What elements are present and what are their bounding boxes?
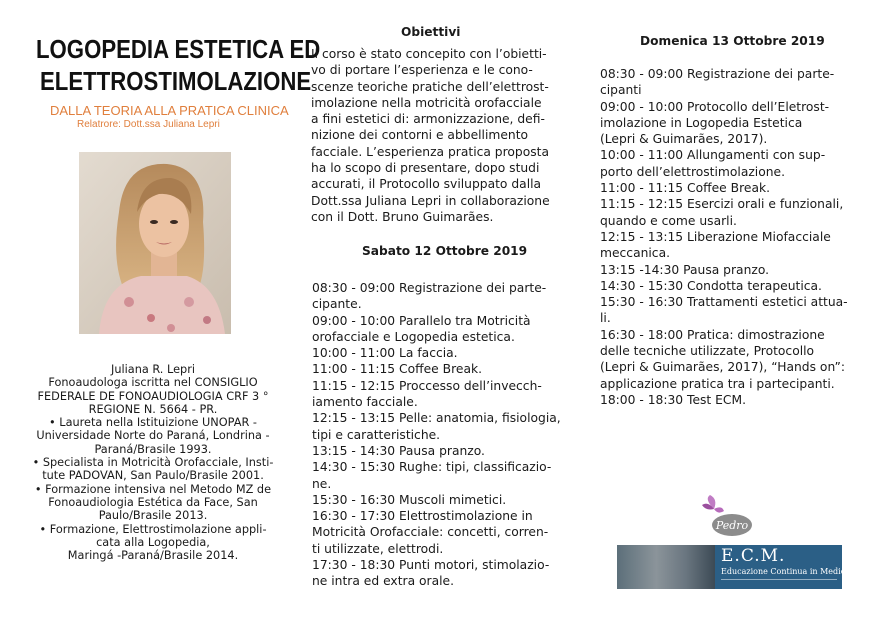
sunday-schedule-line: 12:15 - 13:15 Liberazione Miofacciale: [600, 229, 831, 244]
bio-line: Juliana R. Lepri: [111, 363, 195, 376]
ecm-logo-rule: [721, 579, 837, 584]
saturday-schedule-line: 13:15 - 14:30 Pausa pranzo.: [312, 443, 485, 458]
objectives-line: vo di portare l’esperienza e le cono-: [311, 63, 533, 78]
ecm-logo-photo: [617, 545, 715, 589]
saturday-schedule-line: ti utilizzate, elettrodi.: [312, 541, 444, 556]
objectives-text: [311, 46, 550, 225]
bio-line: • Formazione, Elettrostimolazione appli-: [39, 522, 267, 536]
sunday-schedule-line: (Lepri & Guimarães, 2017).: [600, 132, 768, 147]
objectives-line: a fini estetici di: armonizzazione, defi-: [311, 112, 545, 127]
sunday-schedule-line: 09:00 - 10:00 Protocollo dell’Eletrost-: [600, 99, 830, 114]
objectives-line: scenze teoriche pratiche dell’elettrost-: [311, 79, 549, 94]
sunday-schedule-line: 15:30 - 16:30 Trattamenti estetici attua-: [600, 295, 848, 310]
sunday-schedule-line: 08:30 - 09:00 Registrazione dei parte-: [600, 67, 835, 81]
saturday-schedule-line: cipante.: [312, 297, 362, 312]
sunday-schedule-line: 11:15 - 12:15 Esercizi orali e funzionali,: [600, 197, 844, 212]
saturday-schedule-line: 15:30 - 16:30 Muscoli mimetici.: [312, 492, 507, 507]
bio-line: • Specialista in Motricità Orofacciale, Insti-: [32, 456, 274, 470]
speaker-photo: [79, 152, 231, 334]
objectives-line: ha lo scopo di presentare, dopo studi: [311, 161, 540, 176]
objectives-line: con il Dott. Bruno Guimarães.: [311, 209, 494, 224]
ecm-logo-title: E.C.M.: [721, 546, 786, 566]
objectives-line: accurati, il Protocollo sviluppato dalla: [311, 177, 542, 192]
sunday-schedule-line: 18:00 - 18:30 Test ECM.: [600, 392, 747, 407]
sunday-schedule-line: applicazione pratica tra i partecipanti.: [600, 376, 835, 391]
speaker-label: Relatrore: Dott.ssa Juliana Lepri: [77, 119, 220, 130]
sunday-schedule-line: porto dell’elettrostimolazione.: [600, 164, 786, 179]
saturday-schedule-line: 11:15 - 12:15 Proccesso dell’invecch-: [312, 378, 542, 393]
saturday-schedule-line: 17:30 - 18:30 Punti motori, stimolazio-: [312, 558, 550, 573]
objectives-line: imolazione nella motricità orofacciale: [311, 95, 542, 110]
bio-line: tute PADOVAN, San Paulo/Brasile 2001.: [42, 469, 264, 483]
objectives-heading: Obiettivi: [401, 25, 461, 39]
objectives-line: nizione dei contorni e abbellimento: [311, 128, 529, 143]
pedro-logo: [700, 495, 760, 539]
sunday-schedule-line: imolazione in Logopedia Estetica: [600, 115, 803, 130]
bio-line: • Laureta nella Istituizione UNOPAR -: [49, 416, 257, 430]
saturday-schedule-line: 14:30 - 15:30 Rughe: tipi, classificazio-: [312, 460, 552, 475]
ecm-logo: [617, 545, 858, 589]
sunday-schedule-line: quando e come usarli.: [600, 213, 737, 228]
speaker-bio: [18, 363, 288, 562]
bio-line: Universidade Norte do Paraná, Londrina -: [36, 429, 270, 443]
bio-line: cata alla Logopedia,: [96, 535, 210, 549]
sunday-schedule-line: 13:15 -14:30 Pausa pranzo.: [600, 262, 770, 277]
objectives-line: Dott.ssa Juliana Lepri in collaborazione: [311, 193, 550, 208]
bio-line: REGIONE N. 5664 - PR.: [88, 402, 218, 416]
saturday-schedule-line: 12:15 - 13:15 Pelle: anatomia, fisiologia,: [312, 411, 561, 426]
bio-line: Maringá -Paraná/Brasile 2014.: [67, 549, 239, 563]
bio-line: Paulo/Brasile 2013.: [98, 509, 208, 523]
sunday-schedule: [600, 66, 848, 408]
saturday-schedule-line: iamento facciale.: [312, 395, 418, 410]
sunday-schedule-line: 16:30 - 18:00 Pratica: dimostrazione: [600, 327, 825, 342]
sunday-schedule-line: meccanica.: [600, 246, 671, 261]
sunday-schedule-line: cipanti: [600, 83, 642, 98]
saturday-schedule-line: 09:00 - 10:00 Parallelo tra Motricità: [312, 313, 531, 328]
bio-line: Fonoaudologa iscritta nel CONSIGLIO: [48, 376, 258, 390]
ecm-logo-subtitle: Educazione Continua in Medicina: [721, 567, 858, 576]
course-title-line2: ELETTROSTIMOLAZIONE: [40, 68, 312, 96]
bio-line: Paraná/Brasile 1993.: [94, 442, 212, 456]
saturday-schedule-line: 10:00 - 11:00 La faccia.: [312, 346, 458, 361]
sunday-schedule-line: li.: [600, 311, 611, 326]
sunday-schedule-line: delle tecniche utilizzate, Protocollo: [600, 344, 815, 359]
sunday-schedule-line: 14:30 - 15:30 Condotta terapeutica.: [600, 278, 822, 293]
saturday-schedule-line: 11:00 - 11:15 Coffee Break.: [312, 362, 483, 377]
saturday-schedule-line: tipi e caratteristiche.: [312, 427, 441, 442]
sunday-heading: Domenica 13 Ottobre 2019: [640, 34, 825, 48]
course-subtitle: DALLA TEORIA ALLA PRATICA CLINICA: [50, 103, 289, 118]
bio-line: • Formazione intensiva nel Metodo MZ de: [34, 482, 272, 496]
objectives-line: facciale. L’esperienza pratica proposta: [311, 144, 550, 159]
pedro-logo-text: Pedro: [715, 519, 749, 532]
saturday-schedule-line: ne.: [312, 476, 332, 491]
bio-line: FEDERALE DE FONOAUDIOLOGIA CRF 3 °: [37, 389, 269, 403]
sunday-schedule-line: (Lepri & Guimarães, 2017), “Hands on”:: [600, 360, 846, 375]
sunday-schedule-line: 10:00 - 11:00 Allungamenti con sup-: [600, 148, 826, 163]
saturday-schedule-line: Motricità Orofacciale: concetti, corren-: [312, 525, 549, 540]
saturday-schedule-line: orofacciale e Logopedia estetica.: [312, 329, 515, 344]
saturday-schedule-line: 08:30 - 09:00 Registrazione dei parte-: [312, 281, 547, 295]
saturday-heading: Sabato 12 Ottobre 2019: [362, 244, 528, 258]
saturday-schedule-line: 16:30 - 17:30 Elettrostimolazione in: [312, 509, 533, 524]
saturday-schedule-line: ne intra ed extra orale.: [312, 574, 455, 589]
saturday-schedule: [312, 280, 561, 590]
objectives-line: Il corso è stato concepito con l’obietti-: [311, 47, 547, 61]
bio-line: Fonoaudiologia Estética da Face, San: [48, 495, 258, 509]
sunday-schedule-line: 11:00 - 11:15 Coffee Break.: [600, 181, 771, 196]
course-title-line1: LOGOPEDIA ESTETICA ED: [36, 36, 321, 64]
